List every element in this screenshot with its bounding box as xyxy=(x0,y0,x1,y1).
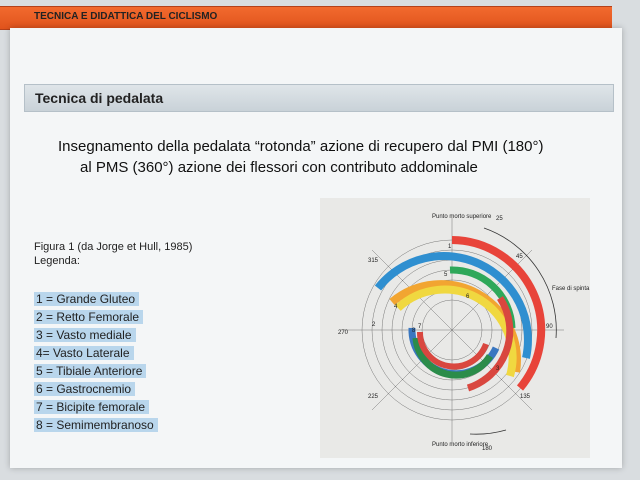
legend-item: 2 = Retto Femorale xyxy=(34,308,158,326)
heading-line-2: al PMS (360°) azione dei flessori con contributo addominale xyxy=(80,159,478,176)
svg-text:8: 8 xyxy=(412,328,416,334)
legend-item: 8 = Semimembranoso xyxy=(34,416,158,434)
svg-text:Fase di spinta: Fase di spinta xyxy=(552,286,590,292)
svg-text:7: 7 xyxy=(418,324,422,330)
legend-item: 1 = Grande Gluteo xyxy=(34,290,158,308)
svg-text:25: 25 xyxy=(496,216,503,222)
svg-text:180: 180 xyxy=(482,446,493,452)
heading-line-1: Insegnamento della pedalata “rotonda” azione di recupero dal PMI (180°) xyxy=(58,138,544,155)
svg-text:1: 1 xyxy=(448,244,452,250)
legend-item: 3 = Vasto mediale xyxy=(34,326,158,344)
direction-arc-bottom xyxy=(470,430,506,434)
caption-text: Figura 1 (da Jorge et Hull, 1985) xyxy=(34,241,193,253)
svg-text:315: 315 xyxy=(368,258,379,264)
legend-list xyxy=(34,290,158,434)
svg-text:90: 90 xyxy=(546,324,553,330)
header-title: TECNICA E DIDATTICA DEL CICLISMO xyxy=(34,11,218,22)
muscle-activation-diagram xyxy=(320,198,590,458)
svg-text:4: 4 xyxy=(394,304,398,310)
pedaling-figure xyxy=(320,198,590,458)
legend-title: Legenda: xyxy=(34,255,80,267)
svg-text:5: 5 xyxy=(444,272,448,278)
figure-caption xyxy=(34,240,192,268)
svg-text:Punto morto superiore: Punto morto superiore xyxy=(432,214,492,220)
svg-text:135: 135 xyxy=(520,394,531,400)
slide-title-box xyxy=(24,84,614,112)
svg-text:6: 6 xyxy=(466,294,470,300)
svg-text:225: 225 xyxy=(368,394,379,400)
svg-text:45: 45 xyxy=(516,254,523,260)
direction-arc xyxy=(484,228,556,338)
svg-text:Punto morto inferiore: Punto morto inferiore xyxy=(432,442,489,448)
legend-item: 4= Vasto Laterale xyxy=(34,344,158,362)
header-bar xyxy=(0,6,612,30)
slide-title: Tecnica di pedalata xyxy=(35,90,164,106)
svg-text:3: 3 xyxy=(496,366,500,372)
legend-item: 7 = Bicipite femorale xyxy=(34,398,158,416)
svg-text:270: 270 xyxy=(338,330,349,336)
svg-text:2: 2 xyxy=(372,322,376,328)
legend-item: 5 = Tibiale Anteriore xyxy=(34,362,158,380)
legend-item: 6 = Gastrocnemio xyxy=(34,380,158,398)
slide-heading xyxy=(58,136,598,178)
